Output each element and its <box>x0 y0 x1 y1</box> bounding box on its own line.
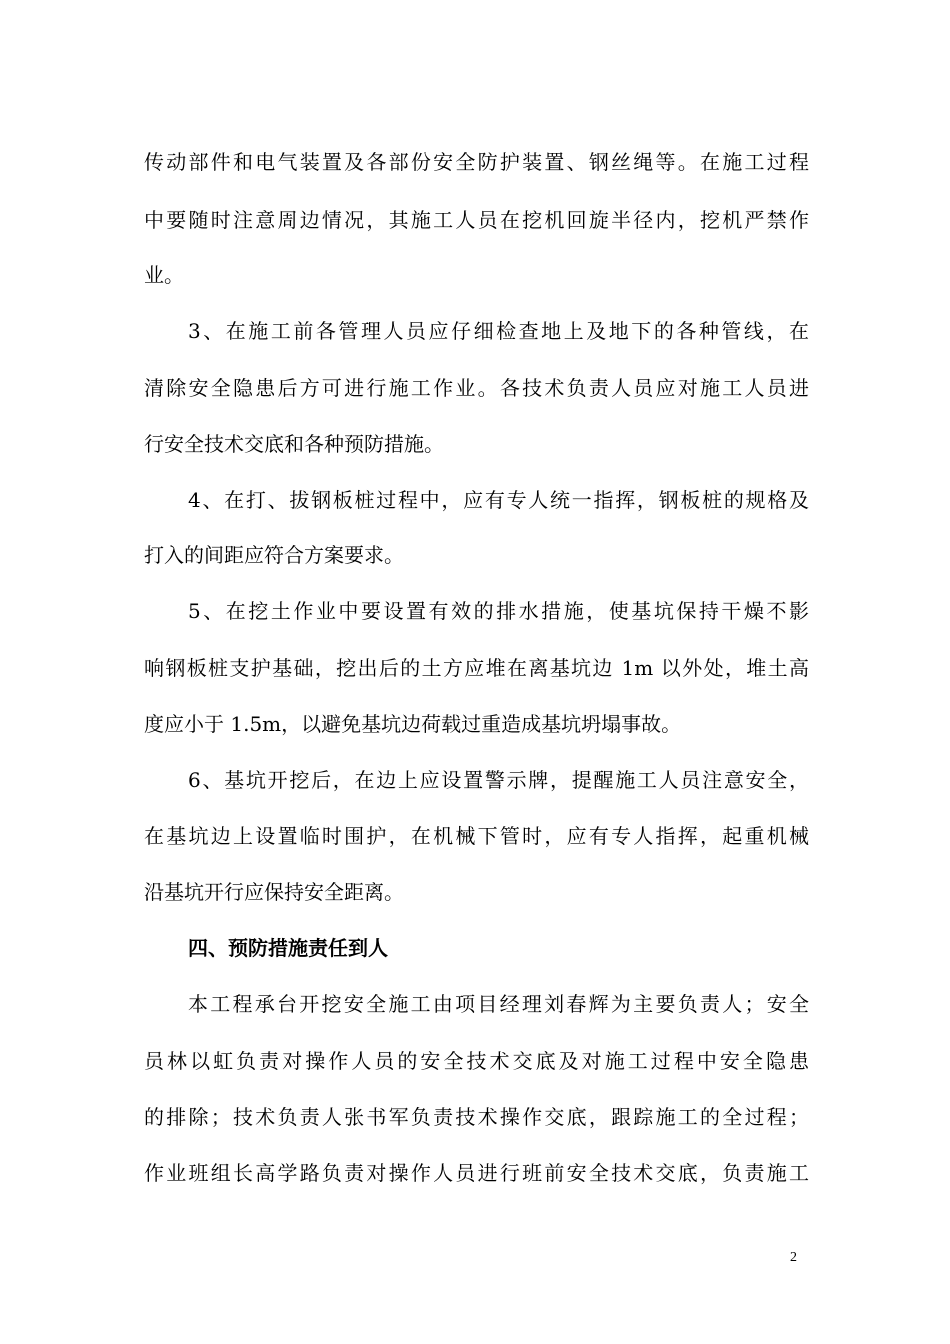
paragraph-line: 传动部件和电气装置及各部份安全防护装置、钢丝绳等。在施工过程 <box>144 150 809 174</box>
paragraph-line: 度应小于 1.5m，以避免基坑边荷载过重造成基坑坍塌事故。 <box>144 712 682 736</box>
paragraph-line: 行安全技术交底和各种预防措施。 <box>144 432 444 456</box>
paragraph-line: 打入的间距应符合方案要求。 <box>144 543 404 567</box>
paragraph-line: 业。 <box>144 263 184 287</box>
paragraph-line: 清除安全隐患后方可进行施工作业。各技术负责人员应对施工人员进 <box>144 376 809 400</box>
paragraph-line: 中要随时注意周边情况，其施工人员在挖机回旋半径内，挖机严禁作 <box>144 208 809 232</box>
paragraph-line: 的排除；技术负责人张书军负责技术操作交底，跟踪施工的全过程； <box>144 1105 809 1129</box>
paragraph-line: 5、在挖土作业中要设置有效的排水措施，使基坑保持干燥不影 <box>188 599 809 623</box>
paragraph-line: 员林以虹负责对操作人员的安全技术交底及对施工过程中安全隐患 <box>144 1049 809 1073</box>
paragraph-line: 作业班组长高学路负责对操作人员进行班前安全技术交底，负责施工 <box>144 1161 809 1185</box>
paragraph-line: 响钢板桩支护基础，挖出后的土方应堆在离基坑边 1m 以外处，堆土高 <box>144 656 809 680</box>
paragraph-line: 4、在打、拔钢板桩过程中，应有专人统一指挥，钢板桩的规格及 <box>188 488 809 512</box>
paragraph-line: 在基坑边上设置临时围护，在机械下管时，应有专人指挥，起重机械 <box>144 824 809 848</box>
paragraph-line: 6、基坑开挖后，在边上应设置警示牌，提醒施工人员注意安全， <box>188 768 809 792</box>
paragraph-line: 本工程承台开挖安全施工由项目经理刘春辉为主要负责人；安全 <box>188 992 809 1016</box>
page-number: 2 <box>790 1250 797 1265</box>
section-heading: 四、预防措施责任到人 <box>188 936 388 960</box>
paragraph-line: 3、在施工前各管理人员应仔细检查地上及地下的各种管线，在 <box>188 319 809 343</box>
paragraph-line: 沿基坑开行应保持安全距离。 <box>144 880 404 904</box>
